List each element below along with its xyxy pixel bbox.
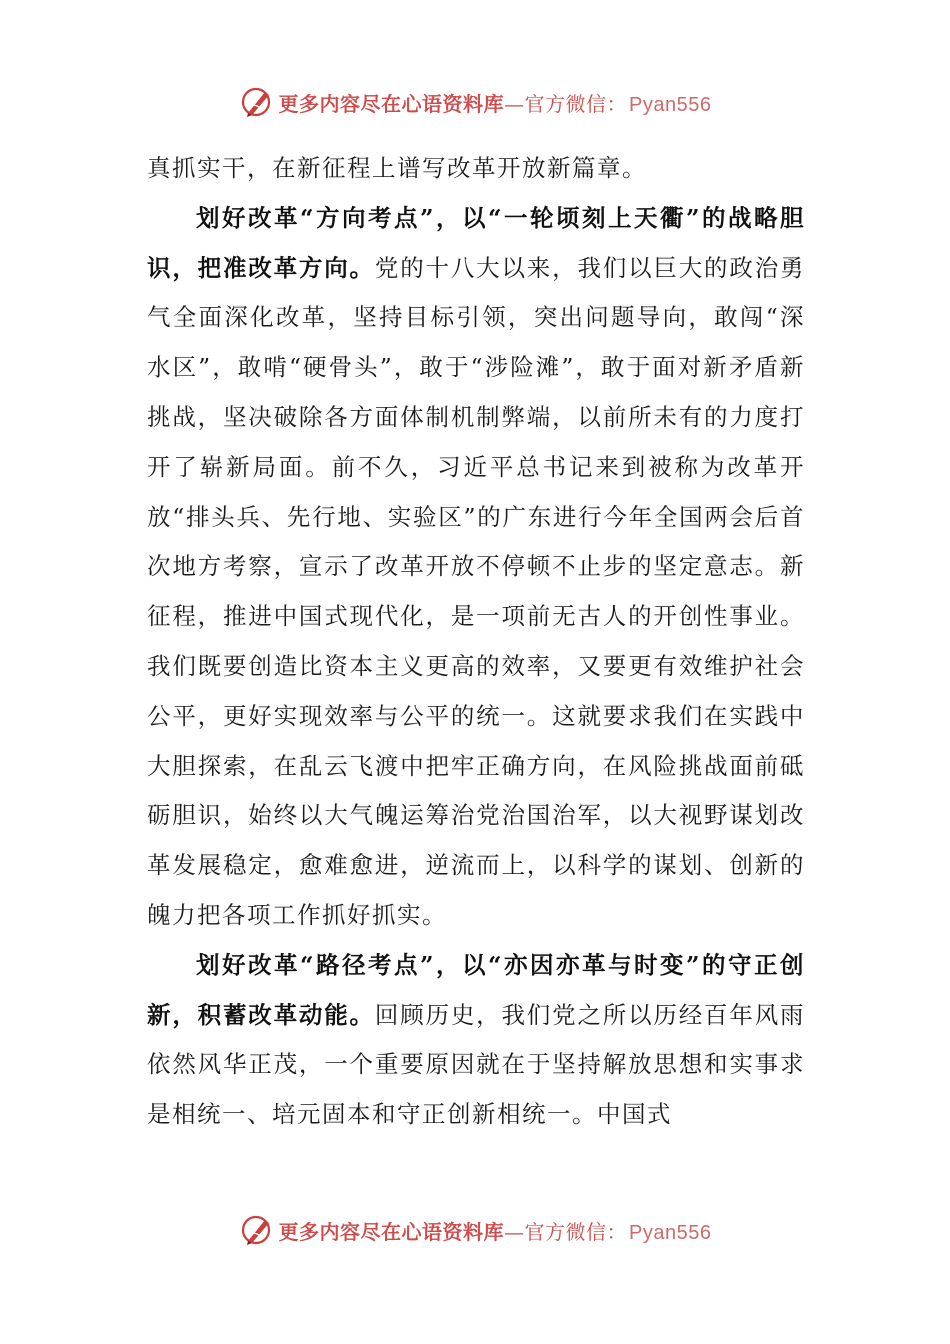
- footer-banner: [0, 1210, 950, 1250]
- footer-brand: 更多内容尽在心语资料库: [278, 1219, 505, 1244]
- paragraph-3: [147, 941, 805, 1140]
- paragraph-1: 真抓实干，在新征程上谱写改革开放新篇章。: [147, 154, 647, 182]
- pen-logo-icon: [239, 1212, 275, 1248]
- footer-text: [279, 1216, 712, 1245]
- footer-official-label: 官方微信：: [524, 1219, 628, 1244]
- paragraph-3-heading: 划好改革“路径考点”，以“亦因亦革与时变”的守正创新，积蓄改革动能。: [147, 950, 805, 1029]
- pen-logo-icon: [239, 84, 275, 120]
- header-official-label: 官方微信：: [524, 91, 628, 116]
- document-body: [147, 144, 805, 1140]
- paragraph-2: [147, 194, 805, 941]
- footer-wechat-id: Pyan556: [629, 1221, 712, 1244]
- paragraph-2-heading: 划好改革“方向考点”，以“一轮顷刻上天衢”的战略胆识，把准改革方向。: [147, 203, 805, 282]
- header-brand: 更多内容尽在心语资料库: [278, 91, 505, 116]
- header-wechat-id: Pyan556: [629, 93, 712, 116]
- header-separator: —: [504, 91, 525, 116]
- paragraph-3-text: 回顾历史，我们党之所以历经百年风雨依然风华正茂，一个重要原因就在于坚持解放思想和实事求是相统一、培元固本和守正创新相统一。中国式: [147, 1000, 806, 1129]
- footer-separator: —: [504, 1219, 525, 1244]
- paragraph-2-text: 党的十八大以来，我们以巨大的政治勇气全面深化改革，坚持目标引领，突出问题导向，敢闯“深水区”，敢啃“硬骨头”，敢于“涉险滩”，敢于面对新矛盾新挑战，坚决破除各方面体制机制弊端，以前所未有的力度打开了崭新局面。前不久，习近平总书记来到被称为改革开放“排头兵、先行地、实验区”的广东进行今年全国两会后首次地方考察，宣示了改革开放不停顿不止步的坚定意志。新征程，推进中国式现代化，是一项前无古人的开创性事业。我们既要创造比资本主义更高的效率，又要更有效维护社会公平，更好实现效率与公平的统一。这就要求我们在实践中大胆探索，在乱云飞渡中把牢正确方向，在风险挑战面前砥砺胆识，始终以大气魄运筹治党治国治军，以大视野谋划改革发展稳定，愈难愈进，逆流而上，以科学的谋划、创新的魄力把各项工作抓好抓实。: [147, 253, 806, 929]
- header-text: [279, 88, 712, 117]
- header-banner: [0, 82, 950, 122]
